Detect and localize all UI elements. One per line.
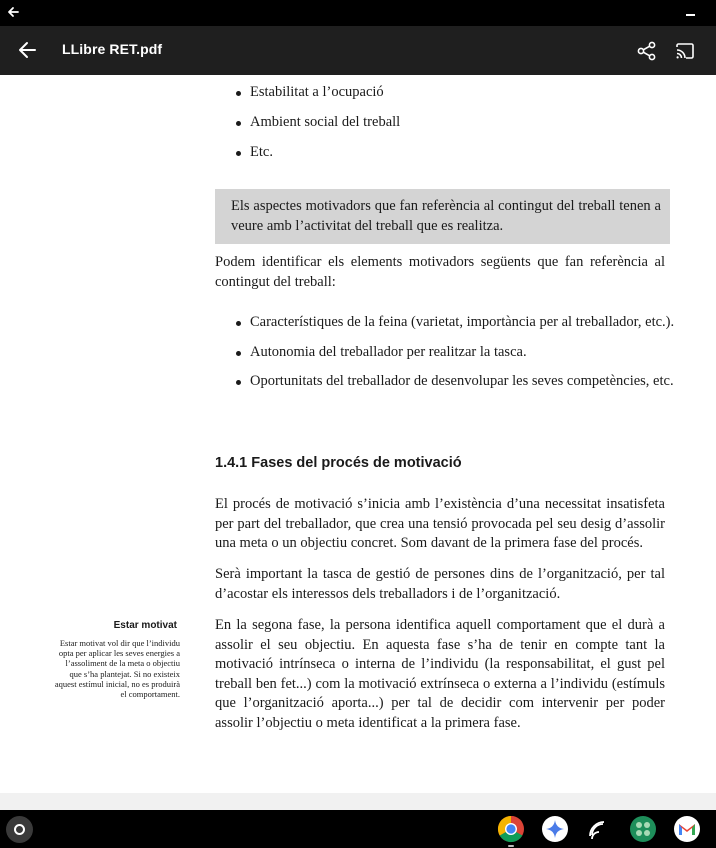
bullet-icon xyxy=(236,151,241,156)
bullet-icon xyxy=(236,121,241,126)
launcher-button[interactable] xyxy=(6,816,33,843)
paragraph: Serà important la tasca de gestió de persones dins de l’organització, per tal d’acostar els interessos dels treballadors i de l’organització. xyxy=(215,566,665,602)
back-arrow-icon[interactable] xyxy=(16,38,40,62)
gmail-icon[interactable] xyxy=(673,815,701,843)
margin-note: Estar motivat vol dir que l’individu opta per aplicar les seves energies a l’assoliment de la meta o objectiu que s’ha plantejat. Si no existeix aquest estímul inicial, no es produirà el comportament. xyxy=(54,638,180,700)
pdf-page[interactable]: Estabilitat a l’ocupació Ambient social del treball Etc. Els aspectes motivadors que fan referència al contingut del treball tenen a veure amb l’activitat del treball que es realitza. Podem identificar els elements motivadors següents que fan referència al contingut del treball: Característiques de la feina (varietat, importància per al treballador, etc.). Autonomia del treballador per realitzar la tasca. Oportunitats del treballador de desenvolupar les seves competències, etc. 1.4.1 Fases del procés de motivació El procés de motivació s’inicia amb l’existència d’una necessitat insatisfeta per part del treballador, que crea una tensió provocada pel seu desig d’assolir una meta o un objectiu concret. Som davant de la primera fase del procés. Serà important la tasca de gestió de persones dins de l’organització, per tal d’acostar els interessos dels treballadors i de l’organització. En la segona fase, la persona identifica aquell comportament que el durà a assolir el seu objectiu. En aquesta fase s’ha de tenir en compte tant la motivació intrínseca o interna de l’individu (la responsabilitat, el gust pel treball ben fet...) com la motivació extrínseca o externa a l’individu (estímuls que l’organització aporta...) per tal de decidir com intervenir per poder assolir l’objectiu o meta identificat a la primera fase. Estar motivat Estar motivat vol dir que l’individu opta per aplicar les seves energies a l’assoliment de la meta o objectiu que s’ha plantejat. Si no existeix aquest estímul inicial, no es produirà el comportament. xyxy=(0,75,716,793)
shelf xyxy=(0,810,716,848)
back-arrow-icon[interactable] xyxy=(6,5,20,19)
bullet-icon xyxy=(236,91,241,96)
bullet-icon xyxy=(236,321,241,326)
app-launcher-grid-icon[interactable] xyxy=(629,815,657,843)
document-title: LLibre RET.pdf xyxy=(62,41,163,57)
chrome-icon[interactable] xyxy=(497,815,525,843)
circle-icon xyxy=(14,824,25,835)
bullet-icon xyxy=(236,351,241,356)
system-bar xyxy=(0,0,716,26)
share-icon[interactable] xyxy=(636,40,658,62)
section-heading: 1.4.1 Fases del procés de motivació xyxy=(215,455,462,471)
highlight-text: Els aspectes motivadors que fan referència al contingut del treball tenen a veure amb l’activitat del treball que es realitza. xyxy=(231,198,661,234)
gemini-icon[interactable] xyxy=(541,815,569,843)
minimize-icon[interactable] xyxy=(686,14,695,16)
highlight-box xyxy=(215,189,670,244)
bullet-icon xyxy=(236,380,241,385)
margin-note-title: Estar motivat xyxy=(113,620,177,631)
intro-paragraph: Podem identificar els elements motivadors següents que fan referència al contingut del treball: xyxy=(215,254,665,290)
page-gap xyxy=(0,793,716,810)
cast-app-icon[interactable] xyxy=(585,815,613,843)
active-indicator xyxy=(508,845,514,847)
app-bar xyxy=(0,26,716,75)
paragraph: En la segona fase, la persona identifica aquell comportament que el durà a assolir el seu objectiu. En aquesta fase s’ha de tenir en compte tant la motivació intrínseca o interna de l’individu (la responsabilitat, el gust pel treball ben fet...) com la motivació extrínseca o externa a l’individu (estímuls que l’organització aporta...) per tal de decidir com intervenir per poder assolir l’objectiu o meta identificat a la primera fase. xyxy=(215,617,665,731)
cast-icon[interactable] xyxy=(674,40,696,62)
paragraph: El procés de motivació s’inicia amb l’existència d’una necessitat insatisfeta per part del treballador, que crea una tensió provocada pel seu desig d’assolir una meta o un objectiu concret. Som davant de la primera fase del procés. xyxy=(215,496,665,551)
